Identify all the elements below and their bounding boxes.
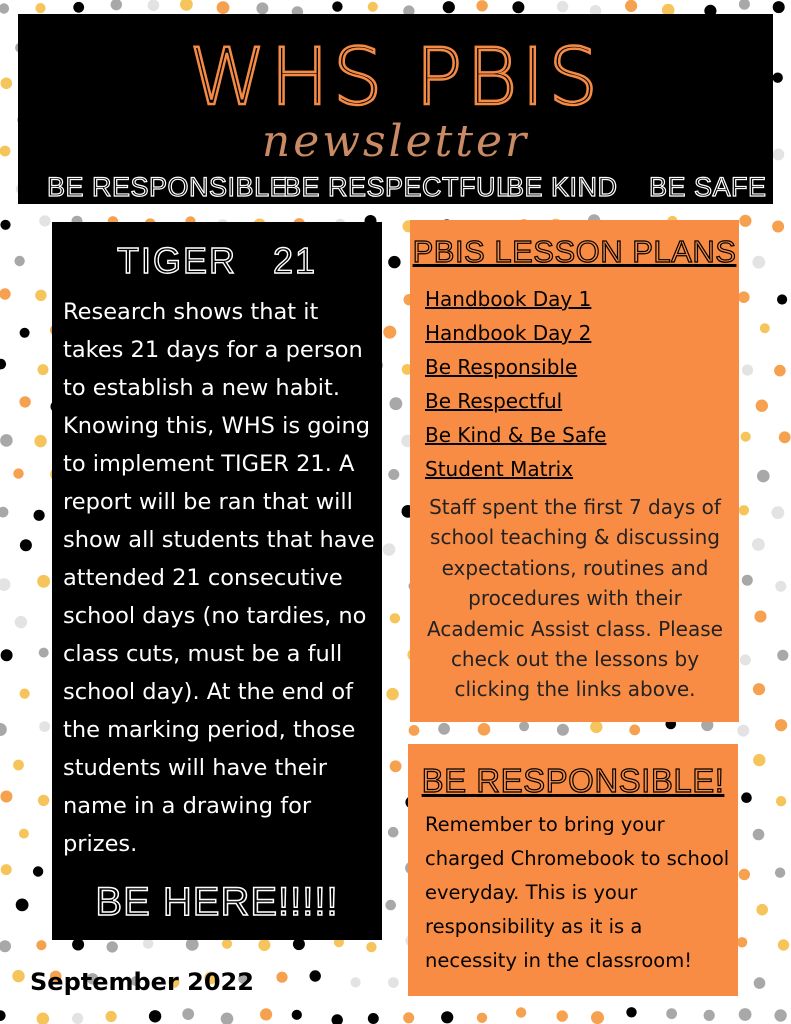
background-dot bbox=[777, 294, 787, 304]
background-dot bbox=[39, 215, 50, 226]
background-dot bbox=[752, 538, 765, 551]
background-dot bbox=[772, 221, 784, 233]
background-dot bbox=[36, 940, 46, 950]
background-dot bbox=[773, 149, 785, 161]
link-student-matrix[interactable]: Student Matrix bbox=[425, 457, 574, 481]
background-dot bbox=[476, 0, 487, 11]
background-dot bbox=[739, 1008, 752, 1021]
motto-be-respectful: BE RESPECTFUL bbox=[283, 172, 512, 202]
background-dot bbox=[383, 326, 396, 339]
background-dot bbox=[626, 1007, 636, 1017]
background-dot bbox=[516, 1007, 526, 1017]
background-dot bbox=[739, 0, 750, 10]
background-dot bbox=[260, 1008, 272, 1020]
background-dot bbox=[0, 940, 11, 952]
background-dot bbox=[368, 1013, 379, 1024]
background-dot bbox=[443, 1, 455, 13]
be-here-slogan: BE HERE!!!!! bbox=[95, 880, 339, 924]
motto-be-safe: BE SAFE bbox=[649, 172, 767, 202]
background-dot bbox=[148, 0, 160, 11]
link-be-responsible[interactable]: Be Responsible bbox=[425, 355, 578, 379]
background-dot bbox=[742, 575, 753, 586]
background-dot bbox=[34, 510, 45, 521]
background-dot bbox=[0, 359, 6, 370]
background-dot bbox=[38, 364, 49, 375]
background-dot bbox=[0, 723, 7, 736]
background-dot bbox=[403, 1012, 414, 1023]
newsletter-title: WHS PBIS bbox=[189, 33, 602, 123]
background-dot bbox=[256, 2, 268, 14]
background-dot bbox=[0, 220, 10, 230]
background-dot bbox=[221, 1013, 234, 1024]
motto-be-kind: BE KIND bbox=[506, 172, 618, 202]
issue-date: September 2022 bbox=[30, 968, 254, 996]
be-responsible-title: BE RESPONSIBLE! bbox=[421, 762, 725, 799]
be-responsible-panel bbox=[408, 744, 738, 996]
background-dot bbox=[775, 581, 786, 592]
background-dot bbox=[217, 1, 230, 14]
background-dot bbox=[106, 1011, 117, 1022]
background-dot bbox=[13, 468, 23, 478]
background-dot bbox=[760, 323, 770, 333]
background-dot bbox=[512, 1, 524, 13]
background-dot bbox=[753, 829, 765, 841]
background-dot bbox=[351, 977, 361, 987]
background-dot bbox=[477, 1013, 487, 1023]
link-handbook-day-1[interactable]: Handbook Day 1 bbox=[425, 287, 592, 311]
background-dot bbox=[753, 683, 765, 695]
background-dot bbox=[774, 365, 786, 377]
tiger-21-title: TIGER 21 bbox=[116, 240, 318, 281]
background-dot bbox=[752, 256, 765, 269]
motto-bar bbox=[18, 172, 773, 206]
link-be-kind-be-safe[interactable]: Be Kind & Be Safe bbox=[425, 423, 607, 447]
background-dot bbox=[772, 506, 785, 519]
background-dot bbox=[15, 616, 27, 628]
background-dot bbox=[774, 1009, 786, 1021]
background-dot bbox=[519, 721, 529, 731]
background-dot bbox=[738, 291, 750, 303]
lesson-plans-title: PBIS LESSON PLANS bbox=[412, 234, 737, 269]
tiger-21-panel bbox=[52, 222, 382, 940]
background-dot bbox=[773, 1, 785, 13]
background-dot bbox=[591, 1011, 604, 1024]
background-dot bbox=[385, 900, 396, 911]
background-dot bbox=[388, 827, 399, 838]
background-dot bbox=[19, 829, 29, 839]
background-dot bbox=[0, 434, 13, 447]
motto-be-responsible: BE RESPONSIBLE bbox=[47, 172, 289, 202]
background-dot bbox=[0, 1010, 6, 1021]
background-dot bbox=[390, 760, 402, 772]
background-dot bbox=[276, 972, 287, 983]
background-dot bbox=[409, 725, 420, 736]
background-dot bbox=[332, 1, 342, 11]
background-dot bbox=[0, 288, 11, 299]
background-dot bbox=[292, 1010, 302, 1020]
background-dot bbox=[388, 469, 399, 480]
background-dot bbox=[742, 365, 753, 376]
background-dot bbox=[741, 792, 752, 803]
background-dot bbox=[438, 723, 450, 735]
background-dot bbox=[72, 939, 84, 951]
background-dot bbox=[775, 719, 787, 731]
background-dot bbox=[0, 146, 10, 157]
background-dot bbox=[390, 613, 400, 623]
background-dot bbox=[182, 1008, 194, 1020]
background-dot bbox=[557, 724, 569, 736]
link-handbook-day-2[interactable]: Handbook Day 2 bbox=[425, 321, 592, 345]
background-dot bbox=[383, 543, 396, 556]
background-dot bbox=[310, 970, 321, 981]
background-dot bbox=[20, 539, 32, 551]
background-dot bbox=[390, 397, 403, 410]
background-dot bbox=[20, 328, 30, 338]
background-dot bbox=[753, 754, 765, 766]
background-dot bbox=[754, 977, 766, 989]
background-dot bbox=[557, 1010, 568, 1021]
background-dot bbox=[629, 725, 640, 736]
background-dot bbox=[72, 1013, 83, 1024]
tiger-21-body: Research shows that it takes 21 days for a person to establish a new habit. Knowing this, WHS is going to implement TIGER 21. A report will be ran that will show all students that have attended 21 consecutive school days (no tardies, no class cuts, must be a full school day). At the end of the marking period, those students will have their name in a drawing for prizes. bbox=[63, 299, 375, 857]
background-dot bbox=[777, 650, 788, 661]
background-dot bbox=[388, 977, 399, 988]
background-dot bbox=[35, 3, 45, 13]
background-dot bbox=[773, 73, 783, 83]
background-dot bbox=[34, 435, 46, 447]
lesson-plans-panel bbox=[410, 220, 739, 722]
background-dot bbox=[222, 939, 232, 949]
background-dot bbox=[368, 2, 378, 12]
background-dot bbox=[258, 939, 270, 951]
background-dot bbox=[737, 725, 749, 737]
background-dot bbox=[557, 1, 568, 12]
background-dot bbox=[740, 654, 751, 665]
background-dot bbox=[332, 1014, 343, 1024]
background-dot bbox=[37, 575, 50, 588]
background-dot bbox=[757, 470, 770, 483]
background-dot bbox=[14, 256, 24, 266]
background-dot bbox=[0, 3, 9, 13]
background-dot bbox=[20, 689, 30, 699]
background-dot bbox=[779, 431, 791, 443]
background-dot bbox=[666, 1008, 677, 1019]
background-dot bbox=[39, 721, 50, 732]
background-dot bbox=[38, 795, 49, 806]
background-dot bbox=[35, 290, 46, 301]
background-dot bbox=[1, 864, 12, 875]
background-dot bbox=[366, 942, 376, 952]
newsletter-header bbox=[18, 14, 773, 204]
be-responsible-body: Remember to bring your charged Chromebook to school everyday. This is your responsibility as it is a necessity in the classroom! bbox=[425, 813, 730, 972]
background-dot bbox=[1, 649, 13, 661]
background-dot bbox=[756, 400, 768, 412]
background-dot bbox=[111, 0, 122, 10]
background-dot bbox=[739, 505, 749, 515]
background-dot bbox=[625, 0, 637, 12]
background-dot bbox=[12, 970, 24, 982]
background-dot bbox=[737, 937, 747, 947]
background-dot bbox=[0, 507, 8, 518]
background-dot bbox=[755, 611, 767, 623]
background-dot bbox=[1, 78, 13, 90]
background-dot bbox=[149, 1010, 161, 1022]
newsletter-subtitle: newsletter bbox=[261, 116, 530, 167]
background-dot bbox=[0, 791, 12, 803]
lesson-plans-note: Staff spent the first 7 days of school teaching & discussing expectations, routines and procedures with their Academic Assist class. Please check out the lessons by clicking the links above. bbox=[427, 495, 723, 702]
background-dot bbox=[704, 1010, 715, 1021]
background-dot bbox=[0, 578, 10, 591]
link-be-respectful[interactable]: Be Respectful bbox=[425, 389, 563, 413]
background-dot bbox=[39, 648, 49, 658]
background-dot bbox=[73, 2, 84, 13]
background-dot bbox=[775, 868, 785, 878]
background-dot bbox=[37, 1013, 50, 1024]
lesson-links-list bbox=[425, 284, 735, 488]
background-dot bbox=[388, 256, 400, 268]
background-dot bbox=[16, 899, 29, 912]
background-dot bbox=[441, 1011, 453, 1023]
background-dot bbox=[590, 721, 602, 733]
background-dot bbox=[33, 866, 43, 876]
background-dot bbox=[739, 869, 750, 880]
background-dot bbox=[13, 760, 24, 771]
background-dot bbox=[180, 0, 193, 11]
background-dot bbox=[478, 723, 491, 736]
background-dot bbox=[756, 904, 768, 916]
background-dot bbox=[19, 396, 30, 407]
background-dot bbox=[776, 796, 786, 806]
background-dot bbox=[778, 939, 789, 950]
background-dot bbox=[386, 688, 398, 700]
background-dot bbox=[741, 432, 751, 442]
background-dot bbox=[739, 215, 751, 227]
background-dot bbox=[107, 941, 118, 952]
